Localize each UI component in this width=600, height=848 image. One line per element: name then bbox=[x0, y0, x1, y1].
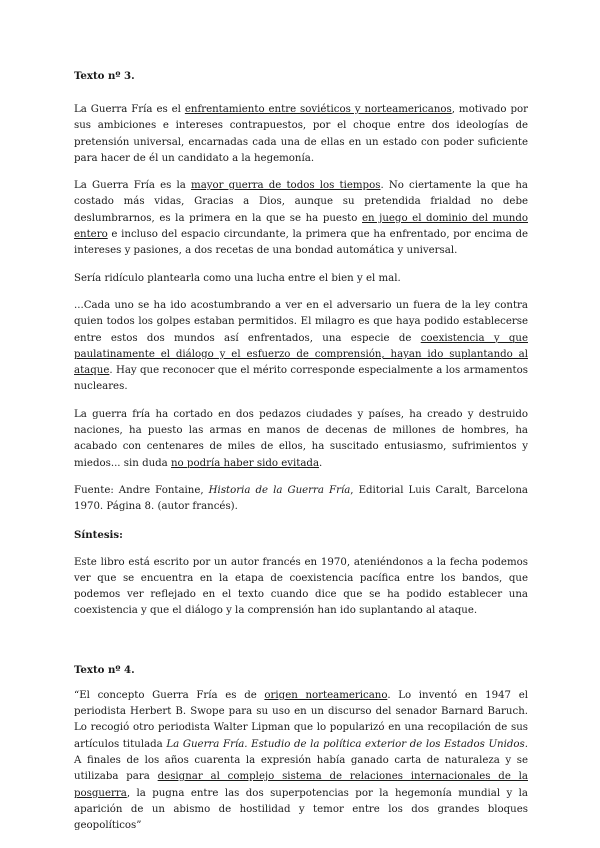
book-title: La Guerra Fría. Estudio de la política exterior de los Estados Unidos bbox=[166, 738, 525, 750]
underlined-phrase: origen norteamericano bbox=[264, 689, 388, 701]
document-page bbox=[74, 68, 528, 834]
underlined-phrase: mayor guerra de todos los tiempos bbox=[191, 180, 381, 192]
texto3-paragraph-4: ...Cada uno se ha ido acostumbrando a ver en el adversario un fuera de la ley contra quien todos los golpes estaban permitidos. El milagro es que haya podido establecerse entre estos dos mundos así enfrentados, una especie de coexistencia y que paulatinamente el diálogo y el esfuerzo de comprensión, hayan ido suplantando al ataque. Hay que reconocer que el mérito corresponde especialmente a los armamentos nucleares. bbox=[74, 299, 528, 393]
texto3-paragraph-3: Sería ridículo plantearla como una lucha entre el bien y el mal. bbox=[74, 272, 401, 284]
texto3-heading: Texto nº 3. bbox=[74, 70, 135, 82]
sintesis-paragraph: Este libro está escrito por un autor francés en 1970, ateniéndonos a la fecha podemos ver que se encuentra en la etapa de coexistencia pacífica entre los bandos, que podemos ver reflejado en el texto cuando dice que se ha podido establecer una coexistencia y que el diálogo y la comprensión han ido suplantando al ataque. bbox=[74, 556, 528, 617]
underlined-phrase: no podría haber sido evitada bbox=[171, 457, 320, 469]
book-title: Historia de la Guerra Fría bbox=[208, 484, 351, 496]
texto3-paragraph-5: La guerra fría ha cortado en dos pedazos ciudades y países, ha creado y destruido naciones, ha puesto las armas en manos de decenas de millones de hombres, ha acabado con centenares de miles de ellos, ha suscitado entusiasmo, sufrimientos y miedos... sin duda no podría haber sido evitada. bbox=[74, 408, 528, 469]
texto4-paragraph-1: “El concepto Guerra Fría es de origen norteamericano. Lo inventó en 1947 el periodista Herbert B. Swope para su uso en un discurso del senador Barnard Baruch. Lo recogió otro periodista Walter Lipman que lo popularizó en una recopilación de sus artículos titulada La Guerra Fría. Estudio de la política exterior de los Estados Unidos. A finales de los años cuarenta la expresión había ganado carta de naturaleza y se utilizaba para designar al complejo sistema de relaciones internacionales de la posguerra, la pugna entre las dos superpotencias por la hegemonía mundial y la aparición de un abismo de hostilidad y temor entre los dos grandes bloques geopolíticos” bbox=[74, 689, 528, 832]
texto4-heading: Texto nº 4. bbox=[74, 663, 135, 676]
underlined-phrase: en juego el dominio del mundo entero bbox=[74, 212, 528, 241]
texto3-paragraph-1: La Guerra Fría es el enfrentamiento entre soviéticos y norteamericanos, motivado por sus ambiciones e intereses contrapuestos, por el choque entre dos ideologías de pretensión universal, encarnadas cada una de ellas en un estado con poder suficiente para hacer de él un candidato a la hegemonía. bbox=[74, 104, 529, 164]
underlined-phrase: coexistencia y que paulatinamente el diálogo y el esfuerzo de comprensión, hayan ido suplantando al ataque bbox=[74, 332, 528, 377]
texto3-paragraph-2: La Guerra Fría es la mayor guerra de todos los tiempos. No ciertamente la que ha costado más vidas, Gracias a Dios, aunque su pretendida frialdad no debe deslumbrarnos, es la primera en la que se ha puesto en juego el dominio del mundo entero e incluso del espacio circundante, la primera que ha enfrentado, por encima de intereses y pasiones, a dos recetas de una bondad automática y universal. bbox=[74, 180, 528, 257]
texto3-source: Fuente: Andre Fontaine, Historia de la Guerra Fría, Editorial Luis Caralt, Barcelona 1970. Página 8. (autor francés). bbox=[74, 484, 528, 513]
sintesis-heading: Síntesis: bbox=[74, 528, 123, 541]
underlined-phrase: enfrentamiento entre soviéticos y norteamericanos bbox=[184, 104, 452, 115]
underlined-phrase: designar al complejo sistema de relaciones internacionales de la posguerra bbox=[74, 771, 528, 799]
